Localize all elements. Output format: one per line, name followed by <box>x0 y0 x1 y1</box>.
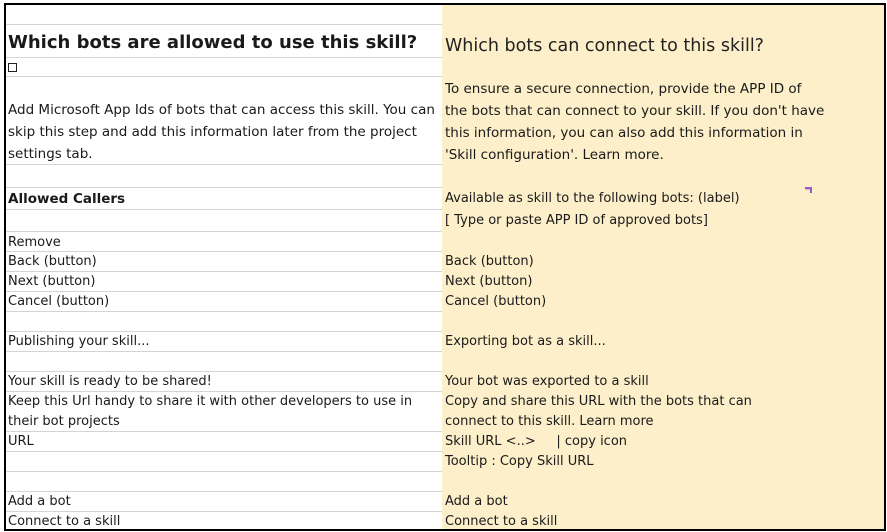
comment-marker-icon[interactable] <box>805 187 812 193</box>
right-heading: Which bots can connect to this skill? <box>445 36 764 56</box>
add-bot-link[interactable]: Add a bot <box>8 494 71 509</box>
next-button[interactable]: Next (button) <box>8 274 96 289</box>
cancel-button[interactable]: Cancel (button) <box>445 294 547 309</box>
publishing-status: Publishing your skill... <box>8 334 150 349</box>
checkbox[interactable] <box>8 63 17 72</box>
allowed-callers-label: Allowed Callers <box>8 191 126 207</box>
ready-message: Your skill is ready to be shared! <box>8 374 212 389</box>
table-row <box>6 432 442 452</box>
table-row <box>6 292 442 312</box>
keep-url-text: Keep this Url handy to share it with other developers to use in their bot projects <box>8 394 413 429</box>
table-row <box>6 272 442 292</box>
exported-message: Your bot was exported to a skill <box>445 374 649 389</box>
connect-skill-link[interactable]: Connect to a skill <box>445 514 558 529</box>
table-row <box>6 210 442 232</box>
table-row <box>6 372 442 392</box>
table-row <box>6 58 442 77</box>
connect-skill-link[interactable]: Connect to a skill <box>8 514 121 529</box>
app-id-input[interactable]: [ Type or paste APP ID of approved bots] <box>445 213 708 228</box>
table-row <box>6 392 442 432</box>
table-row <box>6 472 442 492</box>
table-row <box>6 452 442 472</box>
right-column <box>442 5 884 529</box>
copy-share-text: Copy and share this URL with the bots that can connect to this skill. Learn more <box>445 394 752 429</box>
spreadsheet <box>4 3 886 531</box>
left-description: Add Microsoft App Ids of bots that can access this skill. You can skip this step and add this information later from the project settings tab. <box>8 102 435 162</box>
table-row <box>6 492 442 512</box>
left-heading: Which bots are allowed to use this skill? <box>8 32 418 53</box>
left-column <box>6 5 442 529</box>
cancel-button[interactable]: Cancel (button) <box>8 294 110 309</box>
table-row <box>6 512 442 529</box>
url-label: URL <box>8 434 34 449</box>
table-row <box>6 5 442 25</box>
table-row <box>6 352 442 372</box>
table-row <box>6 188 442 210</box>
table-row <box>6 77 442 165</box>
back-button[interactable]: Back (button) <box>8 254 97 269</box>
add-bot-link[interactable]: Add a bot <box>445 494 508 509</box>
right-description: To ensure a secure connection, provide the APP ID of the bots that can connect to your skill. If you don't have this information, you can also add this information in 'Skill configuration'. Learn more. <box>445 81 825 163</box>
remove-button[interactable]: Remove <box>8 235 61 250</box>
available-bots-label: Available as skill to the following bots: (label) <box>445 191 740 206</box>
skill-url-row[interactable]: Skill URL <..> | copy icon <box>445 434 628 449</box>
table-row <box>6 25 442 58</box>
back-button[interactable]: Back (button) <box>445 254 534 269</box>
exporting-status: Exporting bot as a skill... <box>445 334 606 349</box>
table-row <box>6 165 442 188</box>
table-row <box>6 332 442 352</box>
tooltip-label: Tooltip : Copy Skill URL <box>445 454 594 469</box>
next-button[interactable]: Next (button) <box>445 274 533 289</box>
table-row <box>6 312 442 332</box>
table-row <box>6 232 442 252</box>
table-row <box>6 252 442 272</box>
